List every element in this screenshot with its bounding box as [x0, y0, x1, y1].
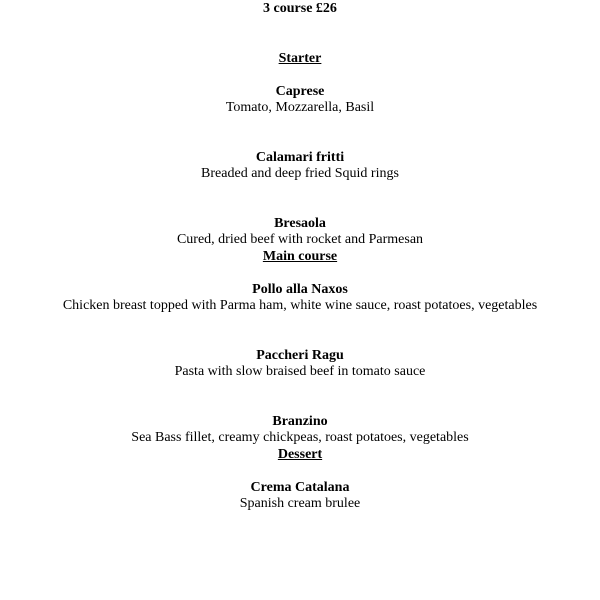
item-description: Breaded and deep fried Squid rings	[201, 166, 399, 181]
item-description: Tomato, Mozzarella, Basil	[225, 100, 375, 115]
menu-item-bresaola	[0, 216, 600, 249]
menu-title: 3 course £26	[263, 1, 337, 16]
item-name: Paccheri Ragu	[256, 347, 344, 363]
item-description: Cured, dried beef with rocket and Parmesan	[176, 232, 424, 247]
menu-item-pollo-alla-naxos	[0, 282, 600, 315]
item-name: Pollo alla Naxos	[252, 281, 348, 297]
section-heading-dessert: Dessert	[277, 446, 323, 462]
menu-item-branzino	[0, 414, 600, 447]
menu-section-starter	[0, 51, 600, 249]
item-description: Spanish cream brulee	[239, 496, 361, 511]
menu-item-crema-catalana	[0, 480, 600, 513]
item-description: Sea Bass fillet, creamy chickpeas, roast potatoes, vegetables	[131, 430, 469, 445]
menu-section-dessert	[0, 447, 600, 513]
item-name: Calamari fritti	[255, 149, 345, 165]
item-name: Bresaola	[274, 215, 326, 231]
item-name: Crema Catalana	[250, 479, 350, 495]
menu-item-paccheri-ragu	[0, 348, 600, 381]
menu-item-calamari-fritti	[0, 150, 600, 183]
section-heading-main-course: Main course	[262, 248, 338, 264]
menu-section-main-course	[0, 249, 600, 447]
menu-item-caprese	[0, 84, 600, 117]
item-name: Caprese	[275, 83, 325, 99]
item-description: Chicken breast topped with Parma ham, white wine sauce, roast potatoes, vegetables	[62, 298, 538, 313]
item-name: Branzino	[272, 413, 328, 429]
section-heading-starter: Starter	[278, 50, 322, 66]
item-description: Pasta with slow braised beef in tomato sauce	[174, 364, 426, 379]
